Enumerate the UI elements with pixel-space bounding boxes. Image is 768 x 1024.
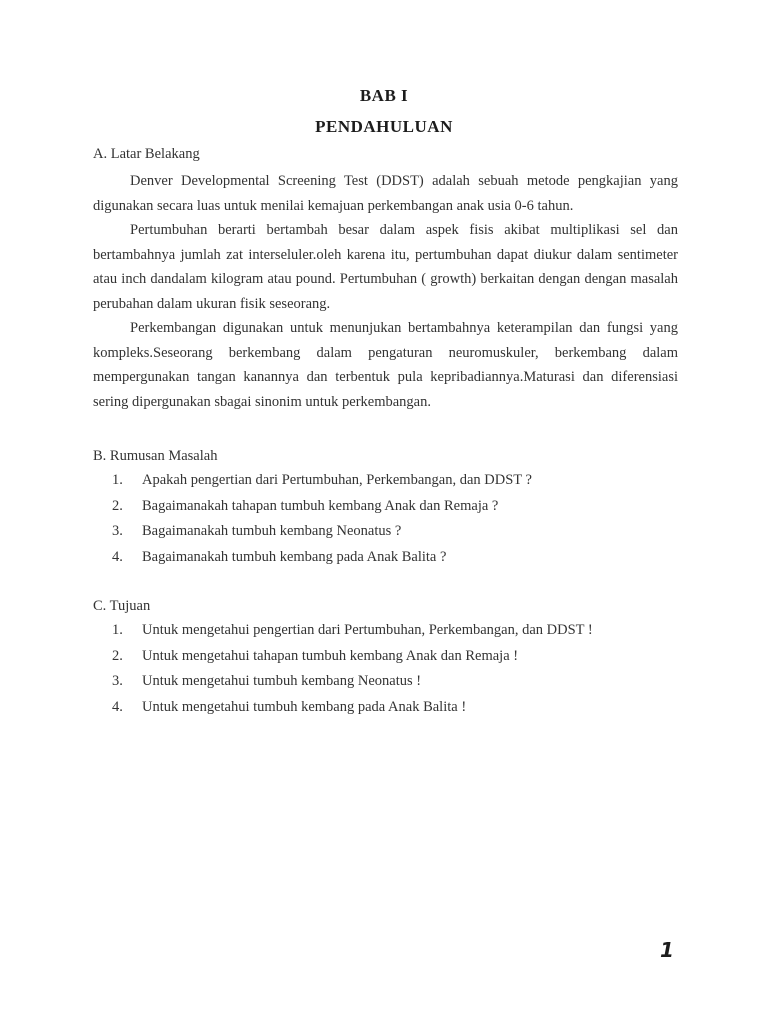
list-item (112, 498, 532, 524)
list-item (112, 673, 593, 699)
list-item (112, 699, 593, 725)
list-item-text: Untuk mengetahui tahapan tumbuh kembang Anak dan Remaja ! (142, 647, 519, 664)
paragraph-text: Perkembangan digunakan untuk menunjukan bertambahnya keterampilan dan fungsi yang kompleks.Seseorang berkembang dalam pengaturan neuromuskuler, berkembang dalam mempergunakan tangan kanannya dan terbentuk pula kepribadiannya.Maturasi dan diferensiasi sering dipergunakan sbagai sinonim untuk perkembangan. (93, 320, 678, 410)
chapter-number: BAB I (359, 86, 409, 105)
list-item-number: 1. (112, 622, 123, 638)
goal-list (112, 622, 593, 724)
list-item-number: 2. (112, 647, 123, 664)
list-item-number: 1. (112, 472, 123, 488)
chapter-title: PENDAHULUAN (315, 117, 453, 136)
paragraph (93, 218, 678, 316)
list-item-number: 3. (112, 523, 123, 539)
list-item (112, 472, 532, 498)
list-item-number: 4. (112, 548, 123, 565)
list-item (112, 523, 532, 549)
section-b-heading: B. Rumusan Masalah (93, 448, 218, 464)
list-item-text: Untuk mengetahui tumbuh kembang Neonatus ! (142, 673, 422, 689)
list-item-number: 2. (112, 497, 123, 514)
list-item-text: Bagaimanakah tumbuh kembang Neonatus ? (142, 523, 402, 539)
section-c-heading: C. Tujuan (93, 598, 151, 614)
list-item (112, 549, 532, 575)
paragraph (93, 316, 678, 414)
list-item (112, 622, 593, 648)
list-item-text: Bagaimanakah tahapan tumbuh kembang Anak dan Remaja ? (142, 497, 499, 514)
list-item-number: 3. (112, 673, 123, 689)
problem-list (112, 472, 532, 574)
list-item-text: Untuk mengetahui tumbuh kembang pada Anak Balita ! (142, 698, 467, 715)
paragraph-text: Denver Developmental Screening Test (DDST) adalah sebuah metode pengkajian yang digunakan secara luas untuk menilai kemajuan perkembangan anak usia 0-6 tahun. (93, 173, 678, 214)
list-item-number: 4. (112, 698, 123, 715)
list-item-text: Untuk mengetahui pengertian dari Pertumbuhan, Perkembangan, dan DDST ! (142, 622, 593, 638)
paragraph-text: Pertumbuhan berarti bertambah besar dalam aspek fisis akibat multiplikasi sel dan bertambahnya jumlah zat interseluler.oleh karena itu, pertumbuhan dapat diukur dalam sentimeter atau inch dandalam kilogram atau pound. Pertumbuhan ( growth) berkaitan dengan dengan masalah perubahan dalam ukuran fisik seseorang. (93, 222, 678, 312)
paragraph (93, 169, 678, 218)
list-item-text: Bagaimanakah tumbuh kembang pada Anak Balita ? (142, 548, 447, 565)
section-a-heading: A. Latar Belakang (93, 146, 200, 162)
list-item-text: Apakah pengertian dari Pertumbuhan, Perkembangan, dan DDST ? (142, 472, 532, 488)
list-item (112, 648, 593, 674)
page-number: 1 (660, 938, 674, 962)
